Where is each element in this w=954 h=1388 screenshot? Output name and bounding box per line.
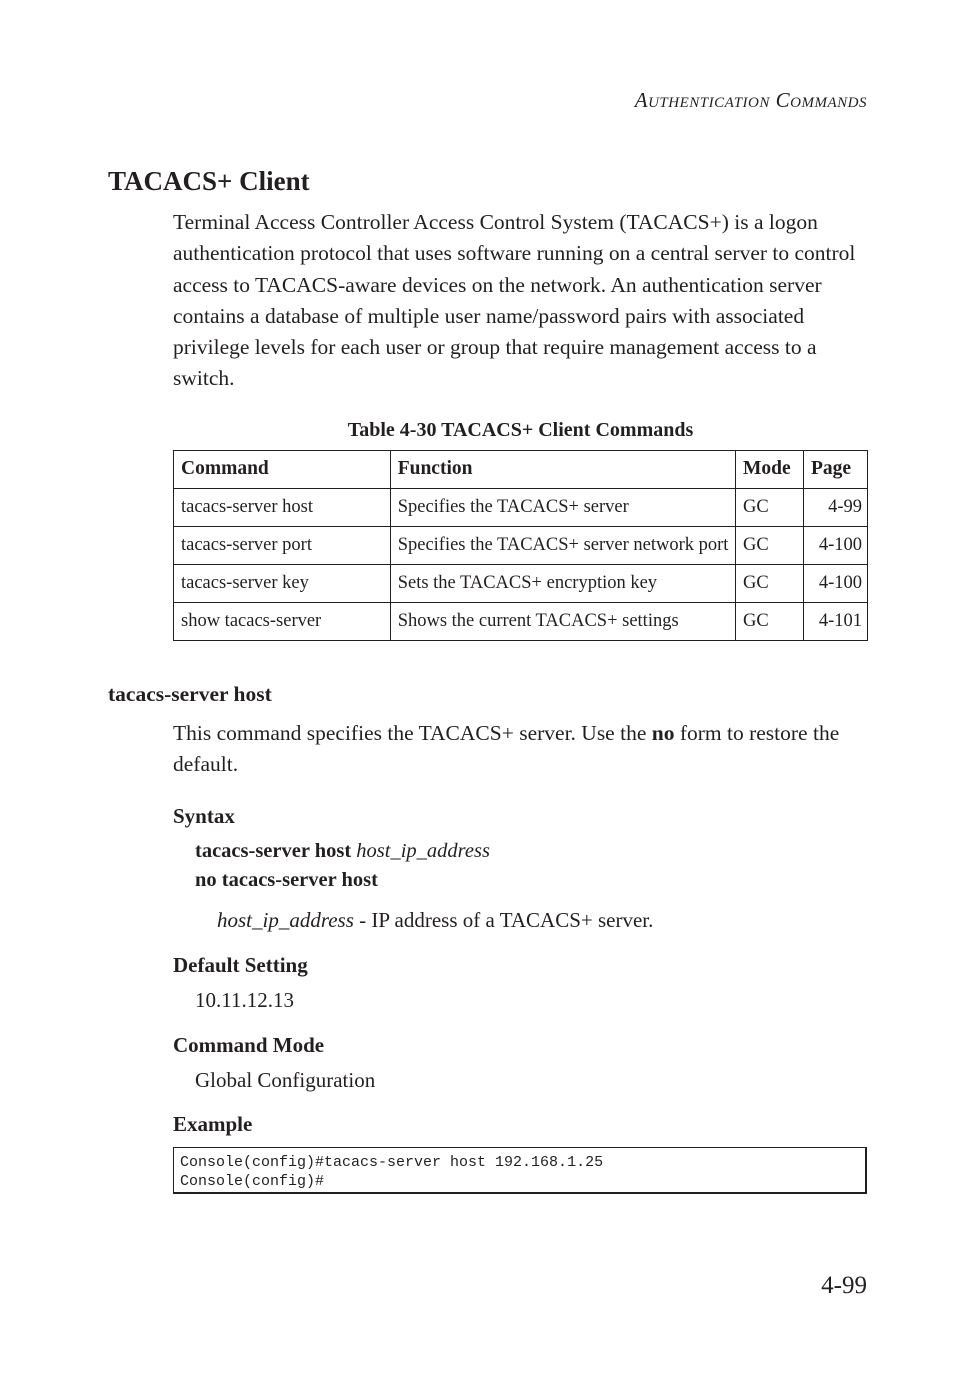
table-header-row (174, 451, 868, 489)
header-mode: Mode (736, 451, 804, 489)
cell-page: 4-101 (804, 603, 868, 641)
table-caption: Table 4-30 TACACS+ Client Commands (347, 419, 694, 441)
cell-function: Sets the TACACS+ encryption key (390, 565, 735, 603)
cell-function: Shows the current TACACS+ settings (390, 603, 735, 641)
cell-mode: GC (736, 565, 804, 603)
example-code (173, 1147, 867, 1194)
mode-heading: Command Mode (173, 1033, 325, 1057)
running-head: Authentication Commands (634, 88, 867, 112)
intro-paragraph: Terminal Access Controller Access Control System (TACACS+) is a logon authentication protocol that uses software running on a central server to control access to TACACS-aware devices on the network. An authentication server contains a database of multiple user name/password pairs with associated privilege levels for each user or group that require management access to a switch. (173, 210, 856, 391)
default-heading: Default Setting (173, 953, 308, 977)
header-function: Function (390, 451, 735, 489)
cell-function: Specifies the TACACS+ server (390, 489, 735, 527)
cell-mode: GC (736, 603, 804, 641)
cell-mode: GC (736, 527, 804, 565)
commands-table (173, 450, 868, 641)
header-page: Page (804, 451, 868, 489)
cell-page: 4-99 (804, 489, 868, 527)
command-title: tacacs-server host (108, 682, 272, 706)
default-value: 10.11.12.13 (195, 988, 294, 1012)
example-heading: Example (173, 1112, 253, 1136)
header-command: Command (174, 451, 391, 489)
table-row (174, 565, 868, 603)
cell-page: 4-100 (804, 527, 868, 565)
cell-command: tacacs-server host (174, 489, 391, 527)
cell-function: Specifies the TACACS+ server network port (390, 527, 735, 565)
table-row (174, 527, 868, 565)
syntax-heading: Syntax (173, 804, 235, 828)
parameter-description: host_ip_address - IP address of a TACACS+ server. (217, 908, 654, 932)
page-number: 4-99 (821, 1272, 867, 1299)
syntax-line: tacacs-server host host_ip_address (195, 840, 490, 862)
table-row (174, 489, 868, 527)
section-title: TACACS+ Client (108, 166, 310, 196)
cell-command: tacacs-server port (174, 527, 391, 565)
syntax-no-line: no tacacs-server host (195, 869, 378, 891)
code-line: Console(config)# (180, 1173, 325, 1190)
code-line: Console(config)#tacacs-server host 192.168.1.25 (180, 1154, 604, 1171)
cell-command: show tacacs-server (174, 603, 391, 641)
cell-command: tacacs-server key (174, 565, 391, 603)
command-description: This command specifies the TACACS+ server. Use the no form to restore the default. (173, 721, 840, 777)
table-row (174, 603, 868, 641)
mode-value: Global Configuration (195, 1068, 376, 1092)
cell-page: 4-100 (804, 565, 868, 603)
cell-mode: GC (736, 489, 804, 527)
